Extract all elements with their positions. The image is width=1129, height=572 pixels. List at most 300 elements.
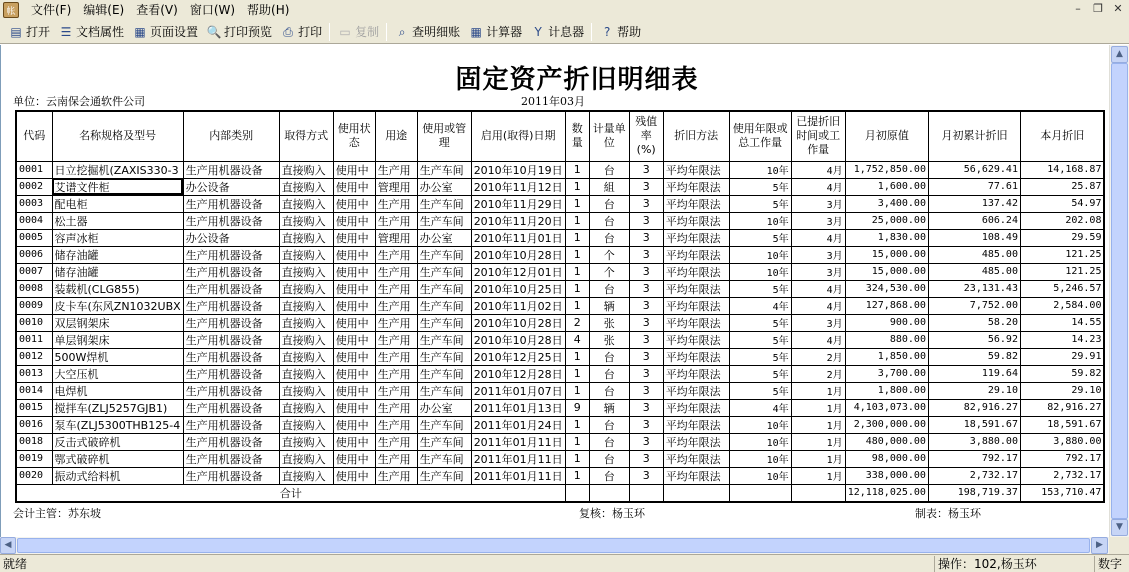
table-cell[interactable]: 338,000.00 — [845, 467, 928, 484]
table-cell[interactable]: 台 — [589, 416, 629, 433]
table-cell[interactable]: 2011年01月11日 — [471, 450, 565, 467]
table-cell[interactable]: 1月 — [791, 382, 845, 399]
table-cell[interactable]: 23,131.43 — [928, 280, 1020, 297]
table-cell[interactable]: 直接购入 — [279, 314, 333, 331]
table-cell[interactable]: 4月 — [791, 297, 845, 314]
table-row[interactable] — [16, 399, 1104, 416]
table-cell[interactable]: 3 — [629, 195, 663, 212]
table-cell[interactable]: 4年 — [729, 399, 791, 416]
table-cell[interactable]: 127,868.00 — [845, 297, 928, 314]
table-cell[interactable]: 使用中 — [333, 450, 375, 467]
table-cell[interactable]: 电焊机 — [52, 382, 183, 399]
toolbar-button-1[interactable] — [54, 21, 128, 43]
app-icon[interactable]: 帐 — [3, 2, 19, 18]
table-cell[interactable]: 直接购入 — [279, 195, 333, 212]
table-cell[interactable]: 使用中 — [333, 314, 375, 331]
table-cell[interactable]: 生产用 — [375, 195, 417, 212]
table-cell[interactable]: 29.59 — [1020, 229, 1104, 246]
table-cell[interactable]: 7,752.00 — [928, 297, 1020, 314]
table-cell[interactable]: 直接购入 — [279, 416, 333, 433]
table-cell[interactable]: 使用中 — [333, 161, 375, 178]
table-cell[interactable]: 辆 — [589, 297, 629, 314]
table-cell[interactable]: 生产车间 — [417, 314, 471, 331]
table-cell[interactable]: 办公室 — [417, 399, 471, 416]
table-cell[interactable]: 2010年10月28日 — [471, 314, 565, 331]
horizontal-scroll-thumb[interactable] — [17, 538, 1090, 553]
table-cell[interactable]: 4月 — [791, 161, 845, 178]
table-cell[interactable]: 生产用机器设备 — [183, 399, 279, 416]
table-cell[interactable]: 鄂式破碎机 — [52, 450, 183, 467]
table-row[interactable] — [16, 229, 1104, 246]
table-cell[interactable]: 生产车间 — [417, 433, 471, 450]
table-cell[interactable]: 4 — [565, 331, 589, 348]
table-cell[interactable]: 生产车间 — [417, 331, 471, 348]
table-cell[interactable]: 5年 — [729, 314, 791, 331]
menu-window[interactable]: 窗口(W) — [189, 3, 236, 17]
table-cell[interactable]: 3 — [629, 450, 663, 467]
table-cell[interactable]: 3,400.00 — [845, 195, 928, 212]
table-row[interactable] — [16, 314, 1104, 331]
table-cell[interactable]: 生产用机器设备 — [183, 433, 279, 450]
table-cell[interactable]: 2010年10月19日 — [471, 161, 565, 178]
table-cell[interactable]: 56,629.41 — [928, 161, 1020, 178]
table-cell[interactable]: 0007 — [16, 263, 52, 280]
table-cell[interactable]: 直接购入 — [279, 331, 333, 348]
table-cell[interactable]: 生产车间 — [417, 348, 471, 365]
table-cell[interactable]: 办公室 — [417, 229, 471, 246]
table-cell[interactable]: 4月 — [791, 280, 845, 297]
table-cell[interactable]: 台 — [589, 161, 629, 178]
table-cell[interactable]: 2011年01月11日 — [471, 433, 565, 450]
vertical-scrollbar[interactable] — [1109, 45, 1129, 537]
table-cell[interactable]: 29.91 — [1020, 348, 1104, 365]
table-cell[interactable]: 使用中 — [333, 246, 375, 263]
table-cell[interactable]: 使用中 — [333, 331, 375, 348]
toolbar-button-2[interactable] — [128, 21, 202, 43]
table-cell[interactable]: 10年 — [729, 467, 791, 484]
menu-edit[interactable]: 编辑(E) — [83, 3, 125, 17]
table-cell[interactable]: 2010年10月28日 — [471, 331, 565, 348]
table-cell[interactable]: 485.00 — [928, 246, 1020, 263]
table-cell[interactable]: 1 — [565, 263, 589, 280]
table-row[interactable] — [16, 178, 1104, 195]
table-cell[interactable]: 台 — [589, 365, 629, 382]
table-cell[interactable]: 直接购入 — [279, 467, 333, 484]
table-cell[interactable]: 平均年限法 — [663, 450, 729, 467]
table-cell[interactable]: 2,300,000.00 — [845, 416, 928, 433]
table-cell[interactable]: 29.10 — [928, 382, 1020, 399]
table-cell[interactable]: 生产用机器设备 — [183, 416, 279, 433]
table-cell[interactable]: 生产用机器设备 — [183, 280, 279, 297]
toolbar-button-7[interactable] — [464, 21, 526, 43]
table-cell[interactable]: 1月 — [791, 433, 845, 450]
table-cell[interactable]: 平均年限法 — [663, 280, 729, 297]
table-cell[interactable]: 生产用 — [375, 314, 417, 331]
table-cell[interactable]: 生产用 — [375, 331, 417, 348]
table-cell[interactable]: 生产用机器设备 — [183, 246, 279, 263]
table-cell[interactable]: 生产用机器设备 — [183, 365, 279, 382]
table-cell[interactable]: 使用中 — [333, 433, 375, 450]
table-cell[interactable]: 台 — [589, 467, 629, 484]
table-cell[interactable]: 台 — [589, 212, 629, 229]
table-cell[interactable]: 使用中 — [333, 467, 375, 484]
table-cell[interactable]: 2010年10月25日 — [471, 280, 565, 297]
table-cell[interactable]: 77.61 — [928, 178, 1020, 195]
table-cell[interactable]: 生产用 — [375, 416, 417, 433]
table-cell[interactable]: 0004 — [16, 212, 52, 229]
table-cell[interactable]: 2010年12月01日 — [471, 263, 565, 280]
table-cell[interactable]: 生产用机器设备 — [183, 195, 279, 212]
table-cell[interactable]: 3 — [629, 212, 663, 229]
toolbar-button-6[interactable] — [390, 21, 464, 43]
table-cell[interactable]: 台 — [589, 229, 629, 246]
table-cell[interactable]: 4年 — [729, 297, 791, 314]
table-cell[interactable]: 2010年12月25日 — [471, 348, 565, 365]
table-cell[interactable]: 82,916.27 — [1020, 399, 1104, 416]
table-cell[interactable]: 9 — [565, 399, 589, 416]
table-cell[interactable]: 3 — [629, 161, 663, 178]
table-cell[interactable]: 装载机(CLG855) — [52, 280, 183, 297]
scroll-right-icon[interactable]: ▶ — [1091, 537, 1108, 554]
table-cell[interactable]: 15,000.00 — [845, 246, 928, 263]
table-cell[interactable]: 皮卡车(东风ZN1032UBX — [52, 297, 183, 314]
table-cell[interactable]: 3 — [629, 314, 663, 331]
table-cell[interactable]: 1 — [565, 246, 589, 263]
close-icon[interactable]: ✕ — [1113, 2, 1123, 15]
table-cell[interactable]: 台 — [589, 195, 629, 212]
table-cell[interactable]: 4,103,073.00 — [845, 399, 928, 416]
table-cell[interactable]: 生产用机器设备 — [183, 348, 279, 365]
table-cell[interactable]: 202.08 — [1020, 212, 1104, 229]
table-cell[interactable]: 生产用 — [375, 263, 417, 280]
table-cell[interactable]: 5年 — [729, 280, 791, 297]
table-row[interactable] — [16, 365, 1104, 382]
table-cell[interactable]: 0008 — [16, 280, 52, 297]
table-cell[interactable]: 900.00 — [845, 314, 928, 331]
table-cell[interactable]: 3月 — [791, 246, 845, 263]
table-cell[interactable]: 生产车间 — [417, 450, 471, 467]
table-cell[interactable]: 平均年限法 — [663, 229, 729, 246]
table-cell[interactable]: 0019 — [16, 450, 52, 467]
table-cell[interactable]: 3 — [629, 416, 663, 433]
table-cell[interactable]: 振动式给料机 — [52, 467, 183, 484]
table-cell[interactable]: 张 — [589, 314, 629, 331]
table-row[interactable] — [16, 450, 1104, 467]
table-cell[interactable]: 反击式破碎机 — [52, 433, 183, 450]
table-cell[interactable]: 5年 — [729, 229, 791, 246]
table-cell[interactable]: 2,732.17 — [1020, 467, 1104, 484]
table-cell[interactable]: 生产车间 — [417, 263, 471, 280]
table-cell[interactable]: 双层钢架床 — [52, 314, 183, 331]
table-cell[interactable]: 10年 — [729, 433, 791, 450]
table-cell[interactable]: 管理用 — [375, 229, 417, 246]
table-cell[interactable]: 2011年01月24日 — [471, 416, 565, 433]
table-cell[interactable]: 4月 — [791, 178, 845, 195]
table-cell[interactable]: 生产用机器设备 — [183, 450, 279, 467]
table-cell[interactable]: 个 — [589, 246, 629, 263]
table-cell[interactable]: 324,530.00 — [845, 280, 928, 297]
table-cell[interactable]: 54.97 — [1020, 195, 1104, 212]
table-row[interactable] — [16, 195, 1104, 212]
table-cell[interactable]: 2011年01月13日 — [471, 399, 565, 416]
table-cell[interactable]: 2010年12月28日 — [471, 365, 565, 382]
table-cell[interactable]: 10年 — [729, 416, 791, 433]
table-cell[interactable]: 792.17 — [1020, 450, 1104, 467]
table-cell[interactable]: 0010 — [16, 314, 52, 331]
table-cell[interactable]: 储存油罐 — [52, 263, 183, 280]
table-cell[interactable]: 1 — [565, 450, 589, 467]
table-cell[interactable]: 大空压机 — [52, 365, 183, 382]
table-cell[interactable]: 生产用 — [375, 246, 417, 263]
table-cell[interactable]: 29.10 — [1020, 382, 1104, 399]
table-cell[interactable]: 配电柜 — [52, 195, 183, 212]
table-cell[interactable]: 2011年01月11日 — [471, 467, 565, 484]
table-cell[interactable]: 生产车间 — [417, 280, 471, 297]
table-cell[interactable]: 生产车间 — [417, 246, 471, 263]
table-cell[interactable]: 平均年限法 — [663, 433, 729, 450]
table-cell[interactable]: 15,000.00 — [845, 263, 928, 280]
table-cell[interactable]: 1,830.00 — [845, 229, 928, 246]
table-cell[interactable]: 10年 — [729, 246, 791, 263]
table-cell[interactable]: 生产用 — [375, 467, 417, 484]
table-cell[interactable]: 生产用机器设备 — [183, 382, 279, 399]
table-cell[interactable]: 生产车间 — [417, 161, 471, 178]
table-cell[interactable]: 0003 — [16, 195, 52, 212]
toolbar-button-9[interactable] — [595, 21, 645, 43]
table-cell[interactable]: 2010年11月01日 — [471, 229, 565, 246]
table-cell[interactable]: 3月 — [791, 212, 845, 229]
table-cell[interactable]: 59.82 — [928, 348, 1020, 365]
table-cell[interactable]: 生产车间 — [417, 416, 471, 433]
table-row[interactable] — [16, 263, 1104, 280]
table-row[interactable] — [16, 280, 1104, 297]
table-cell[interactable]: 直接购入 — [279, 280, 333, 297]
table-cell[interactable]: 办公室 — [417, 178, 471, 195]
table-cell[interactable]: 平均年限法 — [663, 416, 729, 433]
scroll-down-icon[interactable]: ▼ — [1111, 519, 1128, 536]
table-cell[interactable]: 直接购入 — [279, 178, 333, 195]
table-cell[interactable]: 59.82 — [1020, 365, 1104, 382]
table-cell[interactable]: 平均年限法 — [663, 314, 729, 331]
table-row[interactable] — [16, 348, 1104, 365]
table-cell[interactable]: 1月 — [791, 416, 845, 433]
scroll-up-icon[interactable]: ▲ — [1111, 46, 1128, 63]
table-cell[interactable]: 0013 — [16, 365, 52, 382]
table-cell[interactable]: 使用中 — [333, 382, 375, 399]
table-cell[interactable]: 台 — [589, 382, 629, 399]
table-cell[interactable]: 平均年限法 — [663, 331, 729, 348]
table-cell[interactable]: 生产用 — [375, 450, 417, 467]
table-cell[interactable]: 2010年11月02日 — [471, 297, 565, 314]
table-cell[interactable]: 137.42 — [928, 195, 1020, 212]
table-cell[interactable]: 2010年11月12日 — [471, 178, 565, 195]
table-cell[interactable]: 台 — [589, 348, 629, 365]
table-cell[interactable]: 管理用 — [375, 178, 417, 195]
table-cell[interactable]: 直接购入 — [279, 246, 333, 263]
table-cell[interactable]: 3,700.00 — [845, 365, 928, 382]
table-cell[interactable]: 平均年限法 — [663, 297, 729, 314]
table-cell[interactable]: 直接购入 — [279, 365, 333, 382]
table-cell[interactable]: 56.92 — [928, 331, 1020, 348]
table-cell[interactable]: 3 — [629, 229, 663, 246]
table-cell[interactable]: 0001 — [16, 161, 52, 178]
table-cell[interactable]: 1 — [565, 297, 589, 314]
table-cell[interactable]: 4月 — [791, 229, 845, 246]
table-cell[interactable]: 3月 — [791, 314, 845, 331]
table-cell[interactable]: 使用中 — [333, 297, 375, 314]
table-cell[interactable]: 18,591.67 — [1020, 416, 1104, 433]
table-cell[interactable]: 3 — [629, 297, 663, 314]
table-cell[interactable]: 容声冰柜 — [52, 229, 183, 246]
table-cell[interactable]: 1 — [565, 161, 589, 178]
table-cell[interactable]: 直接购入 — [279, 382, 333, 399]
table-cell[interactable]: 平均年限法 — [663, 246, 729, 263]
table-cell[interactable]: 0009 — [16, 297, 52, 314]
table-cell[interactable]: 880.00 — [845, 331, 928, 348]
table-cell[interactable]: 艾谱文件柜 — [52, 178, 183, 195]
toolbar-button-5[interactable] — [333, 21, 383, 43]
table-cell[interactable]: 485.00 — [928, 263, 1020, 280]
table-cell[interactable]: 生产用 — [375, 212, 417, 229]
table-cell[interactable]: 1 — [565, 195, 589, 212]
table-cell[interactable]: 3,880.00 — [1020, 433, 1104, 450]
table-cell[interactable]: 3 — [629, 433, 663, 450]
table-cell[interactable]: 2月 — [791, 348, 845, 365]
table-cell[interactable]: 使用中 — [333, 229, 375, 246]
table-cell[interactable]: 使用中 — [333, 365, 375, 382]
toolbar-button-8[interactable] — [526, 21, 588, 43]
menu-view[interactable]: 查看(V) — [136, 3, 178, 17]
table-cell[interactable]: 792.17 — [928, 450, 1020, 467]
table-cell[interactable]: 1,800.00 — [845, 382, 928, 399]
table-cell[interactable]: 0011 — [16, 331, 52, 348]
table-cell[interactable]: 单层钢架床 — [52, 331, 183, 348]
table-cell[interactable]: 直接购入 — [279, 161, 333, 178]
table-cell[interactable]: 生产用 — [375, 348, 417, 365]
table-cell[interactable]: 1 — [565, 365, 589, 382]
table-cell[interactable]: 5年 — [729, 348, 791, 365]
table-row[interactable] — [16, 382, 1104, 399]
table-cell[interactable]: 5年 — [729, 331, 791, 348]
table-cell[interactable]: 3 — [629, 331, 663, 348]
table-cell[interactable]: 0018 — [16, 433, 52, 450]
table-cell[interactable]: 1 — [565, 212, 589, 229]
table-cell[interactable]: 0012 — [16, 348, 52, 365]
table-cell[interactable]: 5年 — [729, 178, 791, 195]
table-cell[interactable]: 58.20 — [928, 314, 1020, 331]
table-row[interactable] — [16, 416, 1104, 433]
table-cell[interactable]: 直接购入 — [279, 297, 333, 314]
table-cell[interactable]: 1,600.00 — [845, 178, 928, 195]
table-cell[interactable]: 1月 — [791, 450, 845, 467]
menu-help[interactable]: 帮助(H) — [247, 3, 290, 17]
toolbar-button-3[interactable] — [202, 21, 276, 43]
table-cell[interactable]: 平均年限法 — [663, 263, 729, 280]
table-cell[interactable]: 平均年限法 — [663, 382, 729, 399]
table-cell[interactable]: 0016 — [16, 416, 52, 433]
table-cell[interactable]: 台 — [589, 280, 629, 297]
table-cell[interactable]: 2,732.17 — [928, 467, 1020, 484]
table-cell[interactable]: 生产车间 — [417, 382, 471, 399]
table-cell[interactable]: 1,752,850.00 — [845, 161, 928, 178]
table-cell[interactable]: 98,000.00 — [845, 450, 928, 467]
table-cell[interactable]: 4月 — [791, 331, 845, 348]
table-row[interactable] — [16, 331, 1104, 348]
table-cell[interactable]: 平均年限法 — [663, 365, 729, 382]
table-cell[interactable]: 使用中 — [333, 263, 375, 280]
table-cell[interactable]: 10年 — [729, 161, 791, 178]
table-cell[interactable]: 1 — [565, 382, 589, 399]
table-cell[interactable]: 1月 — [791, 399, 845, 416]
table-cell[interactable]: 辆 — [589, 399, 629, 416]
table-cell[interactable]: 1 — [565, 348, 589, 365]
table-cell[interactable]: 个 — [589, 263, 629, 280]
table-cell[interactable]: 1 — [565, 280, 589, 297]
table-cell[interactable]: 直接购入 — [279, 348, 333, 365]
table-cell[interactable]: 1月 — [791, 467, 845, 484]
table-row[interactable] — [16, 212, 1104, 229]
table-cell[interactable]: 使用中 — [333, 195, 375, 212]
table-cell[interactable]: 10年 — [729, 450, 791, 467]
table-cell[interactable]: 1 — [565, 416, 589, 433]
table-cell[interactable]: 平均年限法 — [663, 178, 729, 195]
table-cell[interactable]: 平均年限法 — [663, 467, 729, 484]
table-cell[interactable]: 使用中 — [333, 416, 375, 433]
table-cell[interactable]: 平均年限法 — [663, 212, 729, 229]
table-cell[interactable]: 25.87 — [1020, 178, 1104, 195]
table-cell[interactable]: 生产用 — [375, 433, 417, 450]
table-cell[interactable]: 生产用机器设备 — [183, 314, 279, 331]
minimize-icon[interactable]: – — [1075, 2, 1081, 15]
table-cell[interactable]: 1 — [565, 178, 589, 195]
table-cell[interactable]: 使用中 — [333, 178, 375, 195]
table-cell[interactable]: 5年 — [729, 382, 791, 399]
table-row[interactable] — [16, 433, 1104, 450]
table-cell[interactable]: 使用中 — [333, 212, 375, 229]
table-cell[interactable]: 生产用 — [375, 161, 417, 178]
table-cell[interactable]: 办公设备 — [183, 178, 279, 195]
table-row[interactable] — [16, 246, 1104, 263]
table-cell[interactable]: 生产车间 — [417, 195, 471, 212]
table-cell[interactable]: 生产用机器设备 — [183, 212, 279, 229]
table-cell[interactable]: 14.55 — [1020, 314, 1104, 331]
table-cell[interactable]: 1 — [565, 467, 589, 484]
table-cell[interactable]: 生产用机器设备 — [183, 263, 279, 280]
table-cell[interactable]: 搅拌车(ZLJ5257GJB1) — [52, 399, 183, 416]
table-cell[interactable]: 生产用机器设备 — [183, 297, 279, 314]
table-cell[interactable]: 平均年限法 — [663, 195, 729, 212]
table-cell[interactable]: 0020 — [16, 467, 52, 484]
table-cell[interactable]: 生产用机器设备 — [183, 331, 279, 348]
table-cell[interactable]: 121.25 — [1020, 263, 1104, 280]
table-cell[interactable]: 108.49 — [928, 229, 1020, 246]
table-cell[interactable]: 生产用 — [375, 297, 417, 314]
table-cell[interactable]: 14.23 — [1020, 331, 1104, 348]
table-cell[interactable]: 日立挖掘机(ZAXIS330-3 — [52, 161, 183, 178]
table-cell[interactable]: 14,168.87 — [1020, 161, 1104, 178]
table-cell[interactable]: 3 — [629, 280, 663, 297]
table-cell[interactable]: 25,000.00 — [845, 212, 928, 229]
table-cell[interactable]: 10年 — [729, 212, 791, 229]
table-cell[interactable]: 2010年11月20日 — [471, 212, 565, 229]
table-cell[interactable]: 生产车间 — [417, 467, 471, 484]
table-cell[interactable]: 3月 — [791, 195, 845, 212]
table-cell[interactable]: 3,880.00 — [928, 433, 1020, 450]
table-cell[interactable]: 生产用机器设备 — [183, 161, 279, 178]
restore-icon[interactable]: ❐ — [1093, 2, 1103, 15]
table-cell[interactable]: 生产车间 — [417, 297, 471, 314]
table-cell[interactable]: 平均年限法 — [663, 161, 729, 178]
